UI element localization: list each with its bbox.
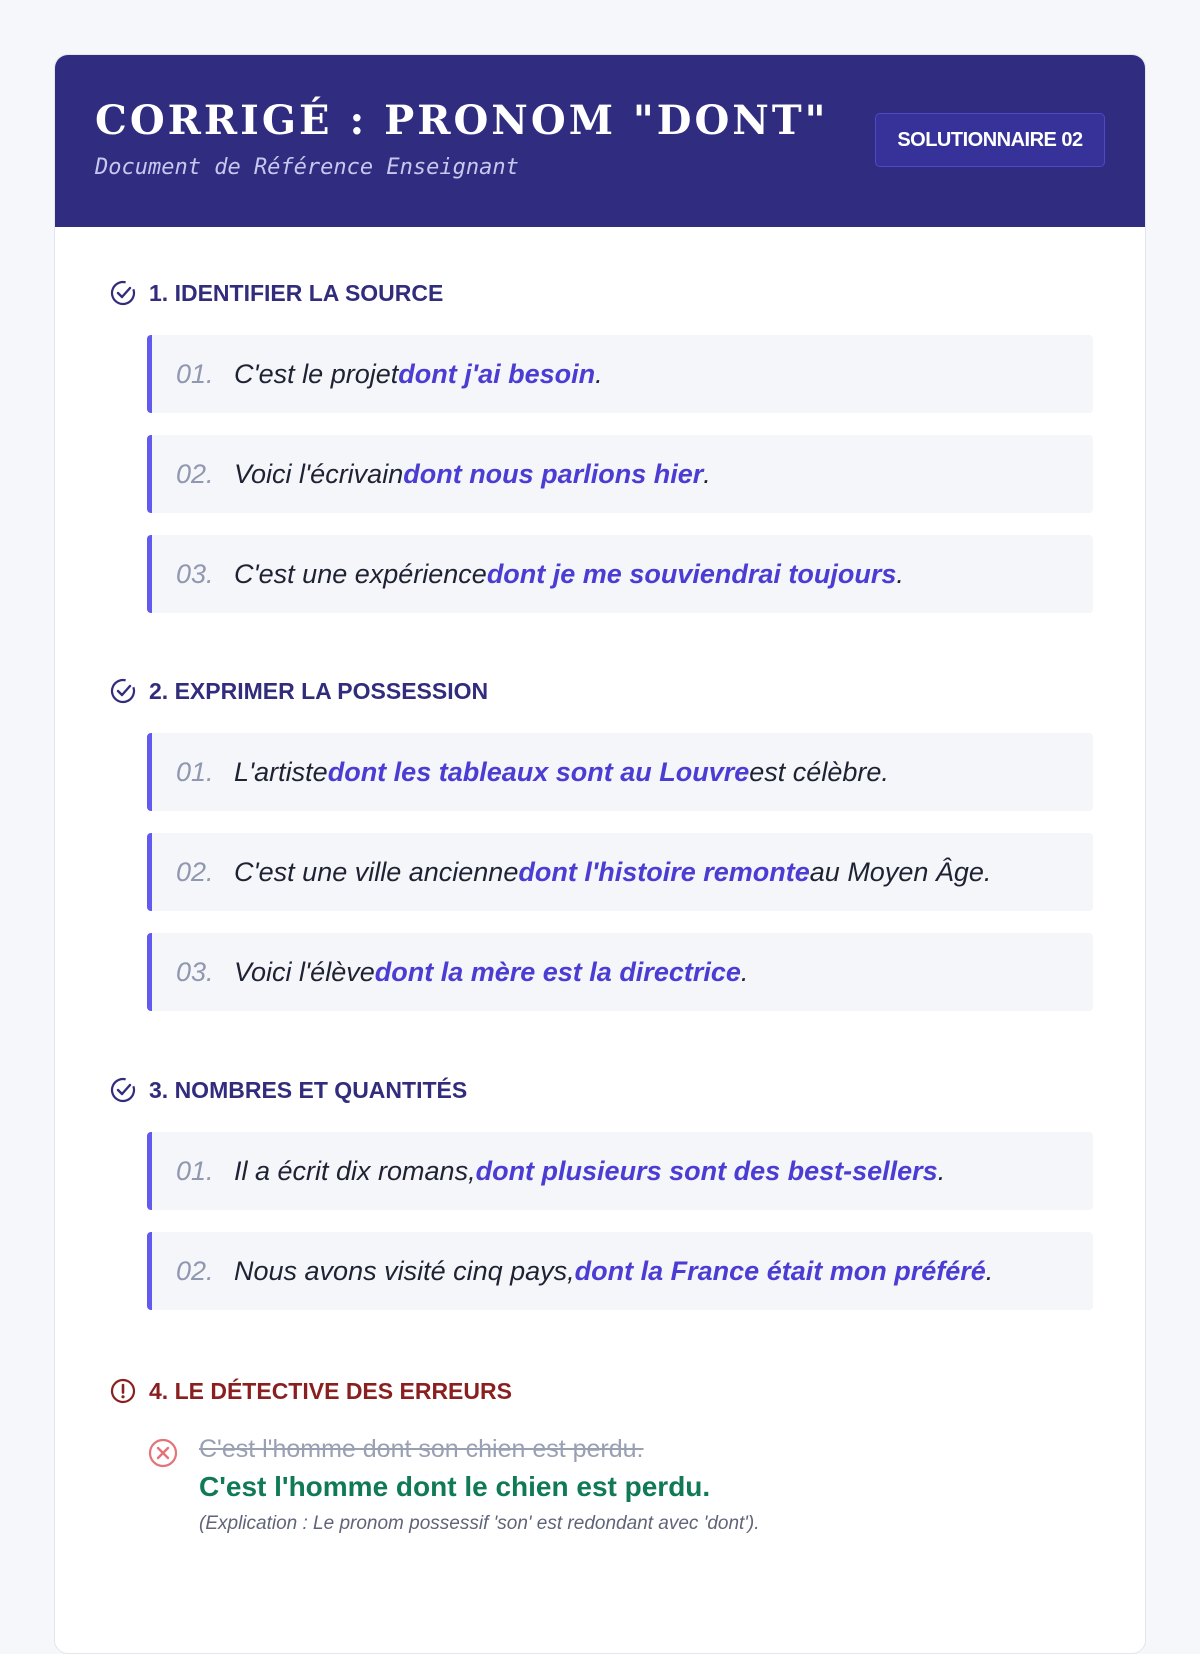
item-text: Il a écrit dix romans, bbox=[234, 1155, 476, 1186]
item-text-end: . bbox=[740, 956, 749, 987]
item-text: L'artiste bbox=[234, 756, 328, 787]
item-highlight: dont l'histoire remonte bbox=[518, 856, 810, 887]
item-text-end: est célèbre. bbox=[749, 756, 889, 787]
section-title: 1. IDENTIFIER LA SOURCE bbox=[149, 279, 444, 306]
section-heading bbox=[109, 277, 1093, 309]
item-text: Nous avons visité cinq pays, bbox=[234, 1255, 575, 1286]
list-item bbox=[147, 335, 1093, 413]
item-text-end: . bbox=[937, 1155, 946, 1186]
section-possession bbox=[109, 675, 1093, 1033]
section-identifier-source bbox=[109, 277, 1093, 635]
item-number: 03. bbox=[176, 558, 214, 589]
section-nombres-quantites bbox=[109, 1074, 1093, 1332]
item-highlight: dont plusieurs sont des best-sellers bbox=[475, 1155, 938, 1186]
item-text-end: . bbox=[985, 1255, 994, 1286]
item-number: 02. bbox=[176, 856, 214, 887]
item-text: C'est une expérience bbox=[234, 558, 487, 589]
list-item bbox=[147, 535, 1093, 613]
list-item bbox=[147, 833, 1093, 911]
section-heading bbox=[109, 1074, 1093, 1106]
check-circle-icon bbox=[109, 677, 137, 705]
page-title: CORRIGÉ : PRONOM "DONT" bbox=[95, 97, 829, 144]
item-text-end: . bbox=[595, 358, 603, 389]
check-circle-icon bbox=[109, 1076, 137, 1104]
item-number: 01. bbox=[176, 1155, 214, 1186]
item-highlight: dont la France était mon préféré bbox=[574, 1255, 986, 1286]
section-title: 4. LE DÉTECTIVE DES ERREURS bbox=[149, 1377, 512, 1404]
header bbox=[55, 55, 1145, 227]
item-text-end: au Moyen Âge. bbox=[809, 856, 992, 887]
list-item bbox=[147, 733, 1093, 811]
item-number: 02. bbox=[176, 1255, 214, 1286]
item-text: C'est le projet bbox=[234, 358, 399, 389]
alert-circle-icon bbox=[109, 1377, 137, 1405]
item-text: Voici l'écrivain bbox=[234, 458, 404, 489]
wrong-sentence: C'est l'homme dont son chien est perdu. bbox=[199, 1435, 644, 1463]
item-number: 03. bbox=[176, 956, 214, 987]
item-number: 02. bbox=[176, 458, 214, 489]
section-heading bbox=[109, 675, 1093, 707]
page-subtitle: Document de Référence Enseignant bbox=[95, 155, 519, 180]
section-title: 2. EXPRIMER LA POSSESSION bbox=[149, 677, 489, 704]
document-card bbox=[54, 54, 1146, 1654]
close-circle-icon bbox=[147, 1437, 179, 1469]
solution-badge: SOLUTIONNAIRE 02 bbox=[875, 113, 1105, 167]
item-text: Voici l'élève bbox=[234, 956, 375, 987]
item-number: 01. bbox=[176, 358, 214, 389]
item-text-end: . bbox=[703, 458, 711, 489]
section-heading bbox=[109, 1375, 1093, 1407]
list-item bbox=[147, 435, 1093, 513]
item-highlight: dont je me souviendrai toujours bbox=[486, 558, 897, 589]
list-item bbox=[147, 933, 1093, 1011]
section-title: 3. NOMBRES ET QUANTITÉS bbox=[149, 1076, 468, 1103]
item-highlight: dont les tableaux sont au Louvre bbox=[327, 756, 750, 787]
list-item bbox=[147, 1232, 1093, 1310]
item-number: 01. bbox=[176, 756, 214, 787]
item-text: C'est une ville ancienne bbox=[234, 856, 519, 887]
item-highlight: dont la mère est la directrice bbox=[374, 956, 741, 987]
explanation: (Explication : Le pronom possessif 'son' est redondant avec 'dont'). bbox=[199, 1513, 760, 1534]
list-item bbox=[147, 1132, 1093, 1210]
item-highlight: dont nous parlions hier bbox=[403, 458, 704, 489]
item-text-end: . bbox=[896, 558, 904, 589]
item-highlight: dont j'ai besoin bbox=[398, 358, 596, 389]
corrected-sentence: C'est l'homme dont le chien est perdu. bbox=[199, 1471, 711, 1502]
section-detective-erreurs bbox=[109, 1375, 1093, 1541]
check-circle-icon bbox=[109, 279, 137, 307]
error-correction bbox=[147, 1431, 1093, 1541]
